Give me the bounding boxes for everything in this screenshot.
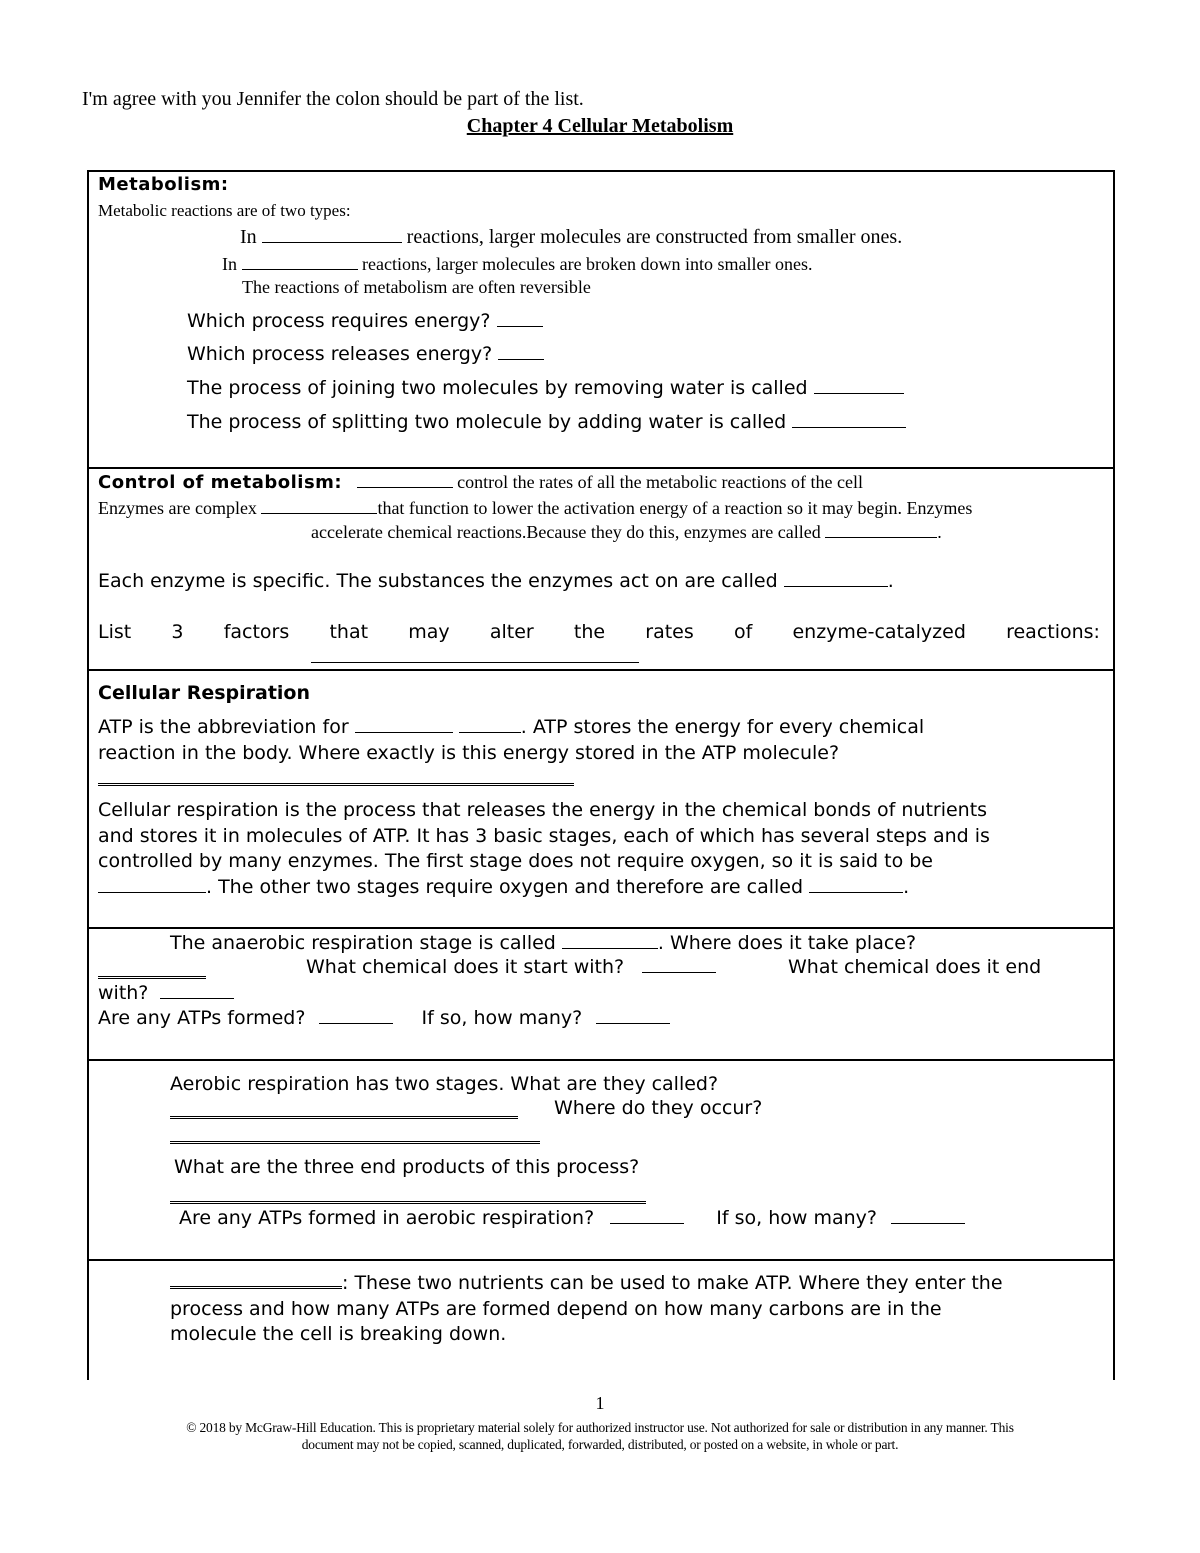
- row-divider: [87, 669, 1115, 671]
- respiration-paragraph-l3: controlled by many enzymes. The first stage does not require oxygen, so it is said to be: [98, 850, 933, 872]
- catalysts-blank[interactable]: [825, 536, 937, 538]
- atp-blank-2[interactable]: [459, 731, 521, 733]
- atp-storage-question: reaction in the body. Where exactly is this energy stored in the ATP molecule?: [98, 742, 840, 764]
- aerobic-location-question: Where do they occur?: [554, 1097, 763, 1119]
- splitting-question: The process of splitting two molecule by adding water is called: [187, 411, 906, 433]
- copyright-line-1: © 2018 by McGraw-Hill Education. This is proprietary material solely for authorized instructor use. Not authorized for sale or distribution in any manner. This: [186, 1420, 1014, 1435]
- metabolism-heading: Metabolism:: [98, 174, 229, 195]
- atp-abbreviation-line: ATP is the abbreviation for . ATP stores the energy for every chemical: [98, 716, 925, 738]
- nutrients-blank[interactable]: [170, 1285, 342, 1289]
- requires-energy-blank[interactable]: [497, 325, 543, 327]
- location-blank[interactable]: [98, 976, 206, 979]
- copyright-line-2: document may not be copied, scanned, duplicated, forwarded, distributed, or posted on a website, in whole or part.: [301, 1437, 899, 1452]
- page-title: Chapter 4 Cellular Metabolism: [466, 115, 734, 137]
- substrate-question: Each enzyme is specific. The substances the enzymes act on are called .: [98, 570, 894, 592]
- anaerobic-atp-line: Are any ATPs formed? If so, how many?: [98, 1007, 670, 1029]
- nutrients-line-1: : These two nutrients can be used to make ATP. Where they enter the: [170, 1272, 1003, 1294]
- nutrients-line-3: molecule the cell is breaking down.: [170, 1323, 507, 1345]
- aerobic-term-blank[interactable]: [809, 891, 903, 893]
- table-border-right: [1113, 170, 1115, 1380]
- atp-blank-1[interactable]: [355, 731, 453, 733]
- joining-blank[interactable]: [814, 392, 904, 394]
- anaerobic-stage-line: The anaerobic respiration stage is called . Where does it take place?: [170, 932, 917, 954]
- splitting-blank[interactable]: [792, 426, 906, 428]
- anabolic-blank[interactable]: [262, 241, 402, 243]
- factors-question: List 3 factors that may alter the rates of enzyme-catalyzed reactions:: [98, 621, 1100, 643]
- row-divider: [87, 927, 1115, 929]
- start-chemical-question: What chemical does it start with?: [306, 956, 716, 978]
- page-number: 1: [595, 1393, 605, 1413]
- anabolic-line: In reactions, larger molecules are constructed from smaller ones.: [240, 226, 903, 248]
- aerobic-stages-question: Aerobic respiration has two stages. What are they called?: [170, 1073, 719, 1095]
- respiration-paragraph-l4: . The other two stages require oxygen and therefore are called .: [98, 876, 909, 898]
- catabolic-blank[interactable]: [242, 268, 358, 270]
- start-chemical-blank[interactable]: [642, 971, 716, 973]
- nutrients-line-2: process and how many ATPs are formed depend on how many carbons are in the: [170, 1298, 942, 1320]
- aerobic-location-blank[interactable]: [170, 1141, 540, 1144]
- accelerate-line: accelerate chemical reactions.Because they do this, enzymes are called .: [311, 522, 942, 542]
- substrate-blank[interactable]: [784, 585, 888, 587]
- anaerobic-atp-count-blank[interactable]: [596, 1022, 670, 1024]
- aerobic-atp-count-blank[interactable]: [891, 1222, 965, 1224]
- row-divider: [87, 1259, 1115, 1261]
- factors-blank[interactable]: [311, 662, 639, 663]
- control-heading-line: Control of metabolism: control the rates of all the metabolic reactions of the cell: [98, 472, 863, 493]
- end-chemical-question: What chemical does it end: [788, 956, 1042, 978]
- enzymes-line: Enzymes are complex that function to lower the activation energy of a reaction so it may begin. Enzymes: [98, 498, 973, 518]
- respiration-paragraph-l2: and stores it in molecules of ATP. It has 3 basic stages, each of which has several steps and is: [98, 825, 990, 847]
- end-products-blank[interactable]: [170, 1201, 646, 1204]
- table-border-top: [87, 170, 1115, 172]
- enzymes-blank[interactable]: [261, 512, 377, 514]
- releases-energy-blank[interactable]: [498, 358, 544, 360]
- row-divider: [87, 467, 1115, 469]
- releases-energy-question: Which process releases energy?: [187, 343, 544, 365]
- anaerobic-atp-blank[interactable]: [319, 1022, 393, 1024]
- end-chemical-line: with?: [98, 982, 234, 1004]
- glycolysis-blank[interactable]: [562, 947, 658, 949]
- end-products-question: What are the three end products of this process?: [174, 1156, 640, 1178]
- respiration-paragraph-l1: Cellular respiration is the process that releases the energy in the chemical bonds of nutrients: [98, 799, 988, 821]
- requires-energy-question: Which process requires energy?: [187, 310, 543, 332]
- catabolic-line: In reactions, larger molecules are broken down into smaller ones.: [222, 254, 813, 274]
- control-blank[interactable]: [357, 486, 453, 488]
- joining-question: The process of joining two molecules by removing water is called: [187, 377, 904, 399]
- control-heading: Control of metabolism:: [98, 472, 343, 493]
- reversible-note: The reactions of metabolism are often reversible: [242, 277, 591, 297]
- atp-storage-blank[interactable]: [98, 783, 574, 786]
- row-divider: [87, 1059, 1115, 1061]
- aerobic-stages-blank[interactable]: [170, 1116, 518, 1119]
- end-chemical-blank[interactable]: [160, 997, 234, 999]
- aerobic-atp-line: Are any ATPs formed in aerobic respiration? If so, how many?: [179, 1207, 965, 1229]
- aerobic-atp-blank[interactable]: [610, 1222, 684, 1224]
- respiration-heading: Cellular Respiration: [98, 682, 311, 704]
- anaerobic-term-blank[interactable]: [98, 891, 206, 893]
- table-border-left: [87, 170, 89, 1380]
- metabolism-types-intro: Metabolic reactions are of two types:: [98, 201, 351, 220]
- note-text: I'm agree with you Jennifer the colon should be part of the list.: [82, 88, 584, 110]
